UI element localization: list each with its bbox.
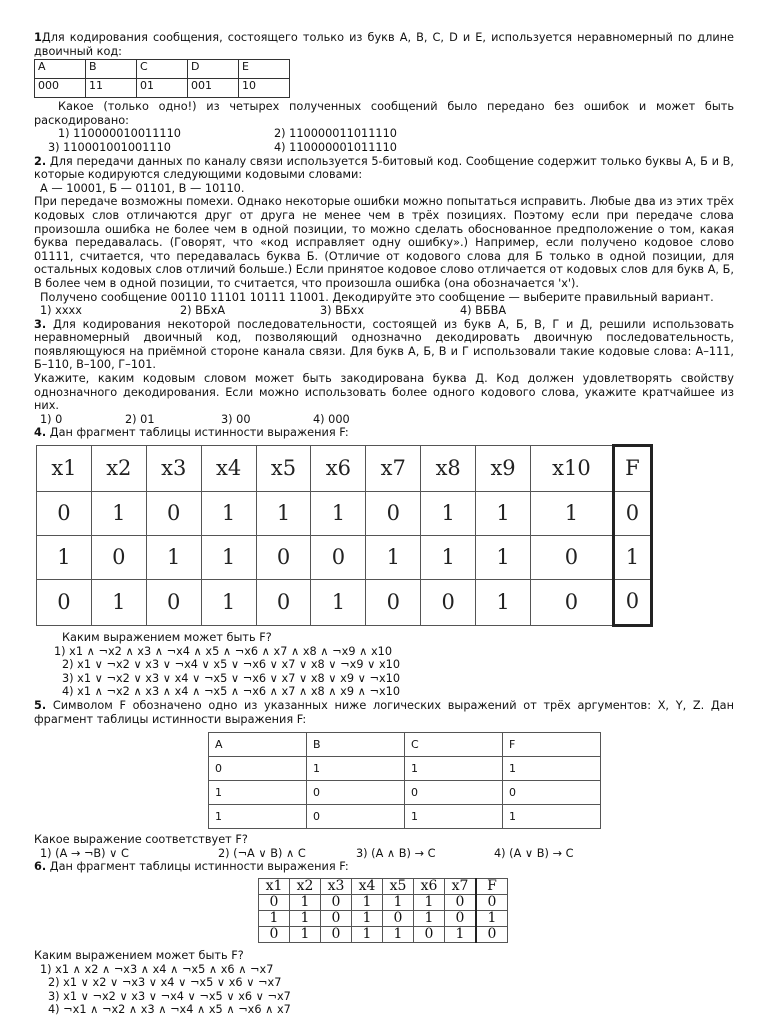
q3-options	[34, 413, 734, 427]
q4-cell: x2	[91, 446, 146, 492]
q6-cell: x2	[290, 878, 321, 894]
q5-cell: 1	[405, 757, 503, 781]
q6-number: 6.	[34, 860, 47, 874]
q6-cell: 0	[445, 894, 477, 910]
q1-option: 1) 110000010011110	[58, 127, 181, 141]
q5-cell: 0	[307, 805, 405, 829]
q6-cell: 1	[290, 926, 321, 942]
q1-cell: 10	[239, 79, 290, 98]
q4-truth-table	[36, 444, 653, 627]
q4-question: Каким выражением может быть F?	[62, 631, 272, 645]
q3-option: 3) 00	[221, 412, 251, 426]
q5-option: 2) (¬A ∨ B) ∧ C	[218, 846, 306, 860]
q6-cell: 1	[352, 894, 383, 910]
q4-cell: 1	[201, 536, 256, 580]
q4-cell: 1	[476, 579, 531, 625]
q3-text	[34, 318, 734, 372]
q4-cell: 0	[613, 579, 651, 625]
q4-cell: 1	[476, 536, 531, 580]
q6-cell: 1	[290, 910, 321, 926]
q5-text	[34, 699, 734, 726]
q4-cell: 1	[91, 492, 146, 536]
q5-option: 4) (A ∨ B) → C	[494, 846, 574, 860]
q5-truth-table	[208, 732, 601, 829]
q4-option: 2) x1 ∨ ¬x2 ∨ x3 ∨ ¬x4 ∨ x5 ∨ ¬x6 ∨ x7 ∨ x8 ∨ ¬x9 ∨ x10	[62, 658, 401, 672]
q4-cell: 1	[421, 536, 476, 580]
q6-cell: x7	[445, 878, 477, 894]
q4-cell: 0	[613, 492, 651, 536]
q5-question: Какое выражение соответствует F?	[34, 833, 248, 847]
q1-question: Какое (только одно!) из четырех полученных сообщений было передано без ошибок и может быть раскодировано:	[34, 100, 734, 127]
q1-option: 3) 110001001001110	[48, 140, 171, 154]
q5-options	[34, 847, 734, 861]
q1-body: Для кодирования сообщения, состоящего только из букв A, B, C, D и E, используется неравномерный по длине двоичный код:	[34, 31, 734, 58]
q5-option: 1) (A → ¬B) ∨ C	[40, 846, 129, 860]
document-page	[34, 31, 734, 1017]
q4-cell: 0	[91, 536, 146, 580]
q5-cell: 1	[503, 757, 601, 781]
q4-number: 4.	[34, 426, 47, 440]
table-row	[209, 733, 601, 757]
q6-cell: x3	[321, 878, 352, 894]
q6-cell: 1	[352, 910, 383, 926]
q2-body: Для передачи данных по каналу связи используется 5-битовый код. Сообщение содержит только буквы А, Б и В, которые кодируются следующими кодовыми словами:	[34, 154, 735, 182]
q4-cell: 1	[476, 492, 531, 536]
q2-text	[34, 155, 734, 182]
q1-cell: E	[239, 60, 290, 79]
q4-cell: x9	[476, 446, 531, 492]
q4-cell: 1	[311, 579, 366, 625]
q6-body: Дан фрагмент таблицы истинности выражения F:	[49, 860, 349, 874]
q4-cell: x7	[366, 446, 421, 492]
table-row	[37, 446, 652, 492]
q2-body-3: Получено сообщение 00110 11101 10111 11001. Декодируйте это сообщение — выберите правильный вариант.	[40, 290, 714, 304]
q3-option: 4) 000	[313, 412, 350, 426]
q6-text	[34, 860, 734, 874]
q4-cell: 1	[531, 492, 614, 536]
q5-cell: 0	[405, 781, 503, 805]
q6-cell: 1	[445, 926, 477, 942]
q6-cell: 1	[259, 910, 290, 926]
q4-cell: x10	[531, 446, 614, 492]
q6-cell: 1	[476, 910, 508, 926]
q5-cell: 0	[307, 781, 405, 805]
q5-cell: 1	[209, 781, 307, 805]
q4-cell: x1	[37, 446, 92, 492]
table-row	[209, 781, 601, 805]
q4-cell: 0	[531, 536, 614, 580]
q5-cell: B	[307, 733, 405, 757]
q5-number: 5.	[34, 699, 47, 712]
q6-option: 4) ¬x1 ∧ ¬x2 ∧ x3 ∧ ¬x4 ∧ x5 ∧ ¬x6 ∧ x7	[48, 1003, 291, 1017]
q4-cell: x6	[311, 446, 366, 492]
q4-cell: x5	[256, 446, 311, 492]
table-row	[259, 910, 508, 926]
q1-code-table	[34, 59, 290, 98]
q4-cell: 0	[146, 492, 201, 536]
q6-cell: x6	[414, 878, 445, 894]
q5-cell: 0	[209, 757, 307, 781]
q4-option: 4) x1 ∧ ¬x2 ∧ x3 ∧ x4 ∧ ¬x5 ∧ ¬x6 ∧ x7 ∧ x8 ∧ x9 ∧ ¬x10	[62, 685, 401, 699]
q1-cell: 001	[188, 79, 239, 98]
q2-body-2: При передаче возможны помехи. Однако некоторые ошибки можно попытаться исправить. Любые два из этих трёх кодовых слов отличаются друг от друга не менее чем в трёх позициях. Поэтому если при передаче слова произошла ошибка не более чем в одной позиции, то можно сделать обоснованное предположение о том, какая буква передавалась. (Говорят, что «код исправляет одну ошибку».) Например, если получено кодовое слово 01111, считается, что передавалась буква Б. (Отличие от кодового слова для Б только в одной позиции, для остальных кодовых слов отличий больше.) Если принятое кодовое слово отличается от кодовых слов для букв А, Б, В более чем в одной позиции, то считается, что произошла ошибка (она обозначается 'x').	[34, 195, 734, 290]
q3-body-2: Укажите, каким кодовым словом может быть закодирована буква Д. Код должен удовлетворять свойству однозначного декодирования. Если можно использовать более одного кодового слова, укажите кратчайшее из них.	[34, 372, 734, 413]
q6-truth-table	[258, 878, 508, 943]
q4-cell: 1	[421, 492, 476, 536]
table-row	[259, 894, 508, 910]
table-row	[209, 805, 601, 829]
q4-cell: 0	[256, 536, 311, 580]
q4-cell: 1	[201, 492, 256, 536]
q1-options-row2	[34, 141, 734, 155]
q4-cell: 0	[256, 579, 311, 625]
q6-cell: 1	[383, 894, 414, 910]
q5-cell: 1	[307, 757, 405, 781]
q4-cell: 1	[91, 579, 146, 625]
q3-option: 1) 0	[40, 412, 63, 426]
q5-option: 3) (A ∧ B) → C	[356, 846, 436, 860]
q4-cell: x8	[421, 446, 476, 492]
q2-codewords: А — 10001, Б — 01101, В — 10110.	[40, 181, 245, 195]
q2-option: 4) ВБВА	[460, 304, 507, 318]
q3-number: 3.	[34, 317, 47, 331]
q4-cell: 0	[311, 536, 366, 580]
q5-cell: F	[503, 733, 601, 757]
q4-option: 3) x1 ∨ ¬x2 ∨ x3 ∨ x4 ∨ ¬x5 ∨ ¬x6 ∨ x7 ∨ x8 ∨ x9 ∨ ¬x10	[62, 671, 401, 685]
q4-cell: 1	[146, 536, 201, 580]
q4-cell: 0	[37, 579, 92, 625]
q6-cell: 0	[259, 894, 290, 910]
q5-body: Символом F обозначено одно из указанных ниже логических выражений от трёх аргументов: X, Y, Z. Дан фрагмент таблицы истинности выражения F:	[34, 699, 734, 726]
q6-cell: x4	[352, 878, 383, 894]
q3-body: Для кодирования некоторой последовательности, состоящей из букв А, Б, В, Г и Д, решили использовать неравномерный двоичный код, позволяющий однозначно декодировать двоичную последовательность, появляющуюся на приёмной стороне канала связи. Для букв А, Б, В и Г использовали такие кодовые слова: А–111, Б–110, В–100, Г–101.	[34, 317, 735, 372]
q1-cell: 000	[35, 79, 86, 98]
q3-option: 2) 01	[125, 412, 155, 426]
q5-cell: 1	[405, 805, 503, 829]
q6-cell: 0	[476, 926, 508, 942]
q5-cell: 1	[503, 805, 601, 829]
q2-option: 3) ВБxx	[320, 304, 365, 318]
q2-option: 2) ВБxА	[180, 304, 226, 318]
q6-cell: F	[476, 878, 508, 894]
q6-cell: 1	[383, 926, 414, 942]
q6-cell: 1	[414, 910, 445, 926]
q1-cell: B	[86, 60, 137, 79]
q1-cell: 11	[86, 79, 137, 98]
q4-cell: 0	[421, 579, 476, 625]
q4-cell: x3	[146, 446, 201, 492]
q4-cell: 1	[37, 536, 92, 580]
q4-cell: 1	[256, 492, 311, 536]
q6-cell: 0	[321, 926, 352, 942]
q2-option: 1) xxxx	[40, 304, 82, 318]
q6-option: 3) x1 ∨ ¬x2 ∨ x3 ∨ ¬x4 ∨ ¬x5 ∨ x6 ∨ ¬x7	[48, 989, 291, 1003]
q6-cell: 0	[476, 894, 508, 910]
q6-cell: 0	[259, 926, 290, 942]
q1-option: 4) 110000001011110	[274, 140, 397, 154]
table-row	[37, 579, 652, 625]
table-row	[259, 878, 508, 894]
q6-cell: 0	[445, 910, 477, 926]
q1-option: 2) 110000011011110	[274, 127, 397, 141]
q6-cell: 1	[352, 926, 383, 942]
q6-cell: 0	[414, 926, 445, 942]
q6-cell: 1	[290, 894, 321, 910]
q1-number: 1	[34, 31, 42, 44]
q4-cell: 0	[37, 492, 92, 536]
table-row	[37, 536, 652, 580]
q4-text	[34, 426, 734, 440]
q4-body: Дан фрагмент таблицы истинности выражения F:	[49, 426, 349, 440]
q2-options	[34, 304, 734, 318]
q4-cell: 1	[311, 492, 366, 536]
q1-text	[34, 31, 734, 58]
q1-cell: A	[35, 60, 86, 79]
q4-cell: 0	[531, 579, 614, 625]
q5-cell: A	[209, 733, 307, 757]
q6-cell: x5	[383, 878, 414, 894]
q5-cell: 0	[503, 781, 601, 805]
table-row	[37, 492, 652, 536]
q4-cell: 1	[613, 536, 651, 580]
q1-cell: 01	[137, 79, 188, 98]
q1-cell: D	[188, 60, 239, 79]
q5-cell: 1	[209, 805, 307, 829]
q5-cell: C	[405, 733, 503, 757]
q6-option: 1) x1 ∧ x2 ∧ ¬x3 ∧ x4 ∧ ¬x5 ∧ x6 ∧ ¬x7	[40, 962, 274, 976]
q2-number: 2.	[34, 154, 47, 168]
q4-cell: 0	[366, 492, 421, 536]
q4-cell: 1	[366, 536, 421, 580]
q4-cell: x4	[201, 446, 256, 492]
q4-truth-table-image	[36, 444, 653, 627]
q6-cell: 0	[383, 910, 414, 926]
q4-cell: 0	[366, 579, 421, 625]
q6-cell: 0	[321, 910, 352, 926]
q6-cell: 1	[414, 894, 445, 910]
q4-cell: 0	[146, 579, 201, 625]
q4-cell: 1	[201, 579, 256, 625]
q6-cell: x1	[259, 878, 290, 894]
table-row	[259, 926, 508, 942]
q4-option: 1) x1 ∧ ¬x2 ∧ x3 ∧ ¬x4 ∧ x5 ∧ ¬x6 ∧ x7 ∧ x8 ∧ ¬x9 ∧ x10	[54, 644, 393, 658]
q6-question: Каким выражением может быть F?	[34, 948, 244, 962]
q4-cell: F	[613, 446, 651, 492]
q6-cell: 0	[321, 894, 352, 910]
q1-cell: C	[137, 60, 188, 79]
q6-option: 2) x1 ∨ x2 ∨ ¬x3 ∨ x4 ∨ ¬x5 ∨ x6 ∨ ¬x7	[48, 976, 282, 990]
q1-options-row1	[34, 127, 734, 141]
table-row	[209, 757, 601, 781]
